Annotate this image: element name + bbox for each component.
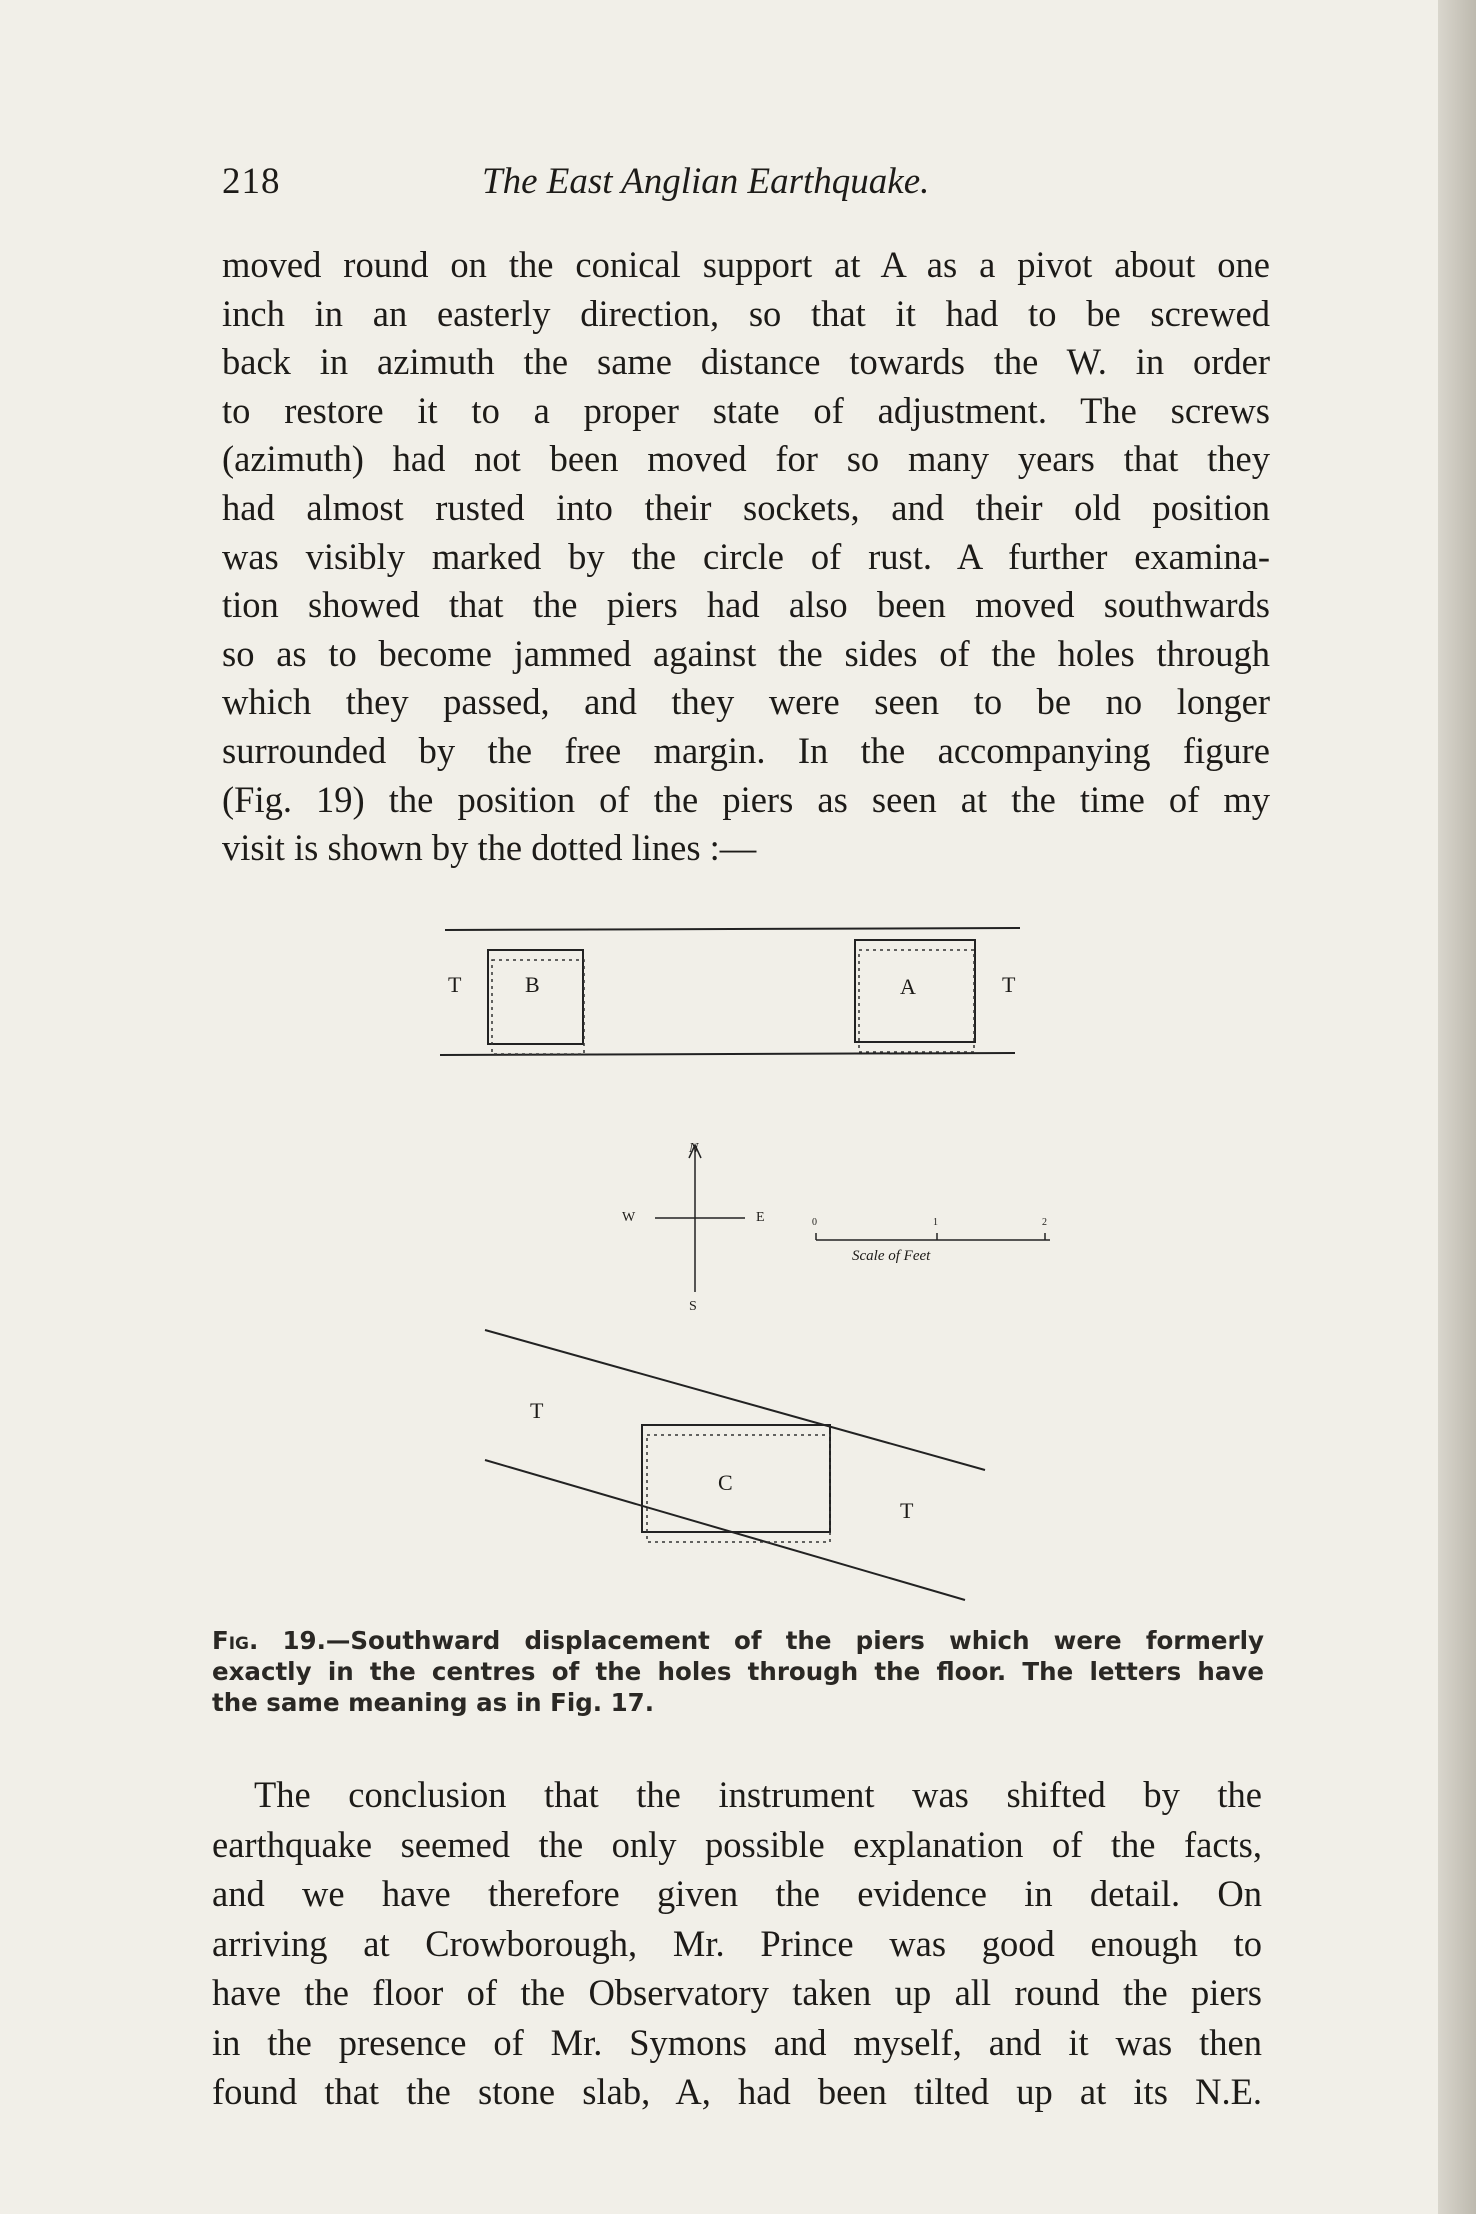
text-line: (azimuth) had not been moved for so many years that they xyxy=(222,438,1270,480)
label-east: E xyxy=(756,1210,765,1225)
page-number: 218 xyxy=(222,161,281,202)
floor-line-bottom xyxy=(440,1053,1015,1055)
caption-line: exactly in the centres of the holes through the floor. The letters have xyxy=(212,1657,1264,1686)
text-line: have the floor of the Observatory taken up all round the piers xyxy=(212,1972,1262,2013)
text-line: was visibly marked by the circle of rust. A further examina- xyxy=(222,535,1270,577)
text-line: which they passed, and they were seen to be no longer xyxy=(222,681,1270,723)
text-line: arriving at Crowborough, Mr. Prince was good enough to xyxy=(212,1922,1262,1964)
label-t-bottom-right: T xyxy=(900,1498,914,1523)
label-t-bottom-left: T xyxy=(530,1398,544,1423)
text-line: visit is shown by the dotted lines :— xyxy=(222,827,757,869)
label-t-top-right: T xyxy=(1002,972,1016,997)
text-line: to restore it to a proper state of adjustment. The screws xyxy=(222,389,1270,431)
label-t-top-left: T xyxy=(448,972,462,997)
pier-diagram-svg xyxy=(400,900,1050,1640)
caption-fig-label: Fig. 19. xyxy=(212,1626,326,1655)
text-line: (Fig. 19) the position of the piers as seen at the time of my xyxy=(222,778,1270,820)
pier-b-outline xyxy=(488,950,583,1044)
caption-line xyxy=(212,1625,1264,1656)
scale-tick-1: 1 xyxy=(933,1217,938,1228)
text-line: so as to become jammed against the sides of the holes through xyxy=(222,632,1270,674)
text-line: The conclusion that the instrument was shifted by the xyxy=(254,1774,1262,1815)
paragraph-2 xyxy=(212,1770,1262,2117)
text-line: back in azimuth the same distance towards the W. in order xyxy=(222,341,1270,383)
text-line: surrounded by the free margin. In the accompanying figure xyxy=(222,729,1270,771)
pier-c-dotted xyxy=(647,1435,830,1542)
label-south: S xyxy=(689,1299,697,1314)
caption-line: the same meaning as in Fig. 17. xyxy=(212,1688,655,1717)
text-line: in the presence of Mr. Symons and myself, and it was then xyxy=(212,2021,1262,2063)
paragraph-1 xyxy=(222,241,1270,873)
running-title: The East Anglian Earthquake. xyxy=(482,161,930,202)
page-edge-shadow xyxy=(1438,0,1476,2214)
text-line: had almost rusted into their sockets, and their old position xyxy=(222,486,1270,528)
caption-line-1-text: —Southward displacement of the piers which were formerly xyxy=(325,1626,1264,1655)
label-west: W xyxy=(622,1210,636,1225)
text-line: inch in an easterly direction, so that it had to be screwed xyxy=(222,292,1270,334)
label-b: B xyxy=(525,972,540,997)
figure-caption xyxy=(212,1625,1264,1718)
page-header xyxy=(222,160,1262,210)
floor-line-top xyxy=(445,928,1020,930)
label-c: C xyxy=(718,1470,733,1495)
pier-c-outline xyxy=(642,1425,830,1532)
pier-a-dotted xyxy=(859,950,974,1052)
label-a: A xyxy=(900,974,916,999)
text-line: moved round on the conical support at A as a pivot about one xyxy=(222,244,1270,285)
scale-caption: Scale of Feet xyxy=(852,1248,931,1264)
text-line: tion showed that the piers had also been moved southwards xyxy=(222,584,1270,626)
label-north: N xyxy=(689,1141,699,1156)
scale-tick-2: 2 xyxy=(1042,1217,1047,1228)
text-line: found that the stone slab, A, had been tilted up at its N.E. xyxy=(212,2071,1262,2112)
rotated-floor-line-top xyxy=(485,1330,985,1470)
scale-tick-0: 0 xyxy=(812,1217,817,1228)
text-line: earthquake seemed the only possible explanation of the facts, xyxy=(212,1823,1262,1865)
figure-19-diagram xyxy=(400,900,1050,1640)
text-line: and we have therefore given the evidence in detail. On xyxy=(212,1873,1262,1914)
